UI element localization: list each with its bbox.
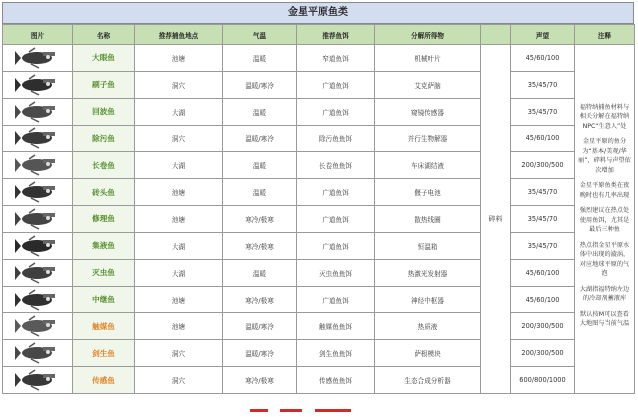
fish-place: 池塘 bbox=[135, 206, 223, 233]
footer-mark bbox=[280, 409, 302, 412]
table-row bbox=[3, 232, 635, 259]
fish-bait: 触媒鱼鱼饵 bbox=[297, 313, 375, 340]
fish-name: 灭虫鱼 bbox=[73, 259, 135, 286]
fish-icon-4 bbox=[3, 127, 72, 149]
fish-part: 偃子电池 bbox=[375, 179, 481, 206]
header-name: 名称 bbox=[73, 25, 135, 45]
note-paragraph: 金星平原鱼类在夜晚时也有几率出现 bbox=[579, 182, 630, 199]
fish-picture bbox=[3, 340, 73, 367]
fish-reputation: 200/300/500 bbox=[511, 152, 575, 179]
fish-icon-5 bbox=[3, 154, 72, 176]
note-paragraph: 热点指金星平原水体中出现的漩涡，对应地球平原的气泡 bbox=[579, 241, 630, 278]
fish-bait: 剑生鱼鱼饵 bbox=[297, 340, 375, 367]
fish-picture bbox=[3, 98, 73, 125]
fish-icon-3 bbox=[3, 101, 72, 123]
fish-picture bbox=[3, 313, 73, 340]
fish-part: 生态合成分析器 bbox=[375, 367, 481, 394]
fish-part: 热激光发射器 bbox=[375, 259, 481, 286]
table-row bbox=[3, 179, 635, 206]
fish-reputation: 600/800/1000 bbox=[511, 367, 575, 394]
fish-name: 回波鱼 bbox=[73, 98, 135, 125]
fish-picture bbox=[3, 232, 73, 259]
fish-bait: 广道鱼饵 bbox=[297, 71, 375, 98]
note-paragraph: 大湖指福特纳左边的冷却剂蓄液库 bbox=[579, 285, 630, 303]
fish-picture bbox=[3, 71, 73, 98]
fish-reputation: 45/60/100 bbox=[511, 125, 575, 152]
fish-icon-6 bbox=[3, 181, 72, 203]
fish-icon-11 bbox=[3, 315, 72, 337]
fish-temp: 温暖 bbox=[223, 179, 297, 206]
fish-name: 大眼鱼 bbox=[73, 45, 135, 72]
fish-part: 恒温箱 bbox=[375, 232, 481, 259]
fish-name: 刷子鱼 bbox=[73, 71, 135, 98]
table-row bbox=[3, 45, 635, 72]
table-row bbox=[3, 125, 635, 152]
fish-icon-13 bbox=[3, 369, 72, 391]
fish-place: 池塘 bbox=[135, 45, 223, 72]
fish-name: 中继鱼 bbox=[73, 286, 135, 313]
table-row bbox=[3, 259, 635, 286]
fish-icon-1 bbox=[3, 47, 72, 69]
note-paragraph: 强烈建议在热点处使用鱼饵，尤其是最后三种鱼 bbox=[579, 207, 630, 234]
fish-name: 长卷鱼 bbox=[73, 152, 135, 179]
fish-temp: 寒冷/极寒 bbox=[223, 286, 297, 313]
fish-part: 并行生物解器 bbox=[375, 125, 481, 152]
fish-temp: 寒冷/极寒 bbox=[223, 206, 297, 233]
fish-picture bbox=[3, 179, 73, 206]
fish-reputation: 200/300/500 bbox=[511, 340, 575, 367]
fish-reputation: 45/60/100 bbox=[511, 259, 575, 286]
note-paragraph: 金星平原的鱼分为“基本/美观/华丽”，碎料与声望依次增加 bbox=[578, 138, 631, 174]
fish-picture bbox=[3, 152, 73, 179]
fish-name: 剑生鱼 bbox=[73, 340, 135, 367]
fish-part: 艾克萨脑 bbox=[375, 71, 481, 98]
sheet-title: 金星平原鱼类 bbox=[2, 2, 634, 24]
fish-bait: 灭虫鱼鱼饵 bbox=[297, 259, 375, 286]
fish-part: 窥镜传感器 bbox=[375, 98, 481, 125]
fish-temp: 寒冷/极寒 bbox=[223, 232, 297, 259]
fish-icon-2 bbox=[3, 74, 72, 96]
fish-picture bbox=[3, 286, 73, 313]
header-picture: 图片 bbox=[3, 25, 73, 45]
fish-part: 萨根模块 bbox=[375, 340, 481, 367]
header-parts: 分解所得物 bbox=[375, 25, 481, 45]
fish-place: 大湖 bbox=[135, 232, 223, 259]
header-temp: 气温 bbox=[223, 25, 297, 45]
fish-bait: 广道鱼饵 bbox=[297, 179, 375, 206]
fish-name: 修理鱼 bbox=[73, 206, 135, 233]
fish-reputation: 45/60/100 bbox=[511, 45, 575, 72]
fish-temp: 温暖 bbox=[223, 45, 297, 72]
fish-bait: 广道鱼饵 bbox=[297, 232, 375, 259]
fish-name: 砖头鱼 bbox=[73, 179, 135, 206]
shared-loot-cell: 碎料 bbox=[481, 45, 511, 394]
fish-place: 大湖 bbox=[135, 152, 223, 179]
fish-reputation: 45/60/100 bbox=[511, 286, 575, 313]
fish-place: 洞穴 bbox=[135, 71, 223, 98]
fish-reputation: 35/45/70 bbox=[511, 179, 575, 206]
fish-name: 除污鱼 bbox=[73, 125, 135, 152]
fish-temp: 温暖 bbox=[223, 259, 297, 286]
fish-temp: 温暖/寒冷 bbox=[223, 340, 297, 367]
fish-place: 池塘 bbox=[135, 313, 223, 340]
fish-table bbox=[2, 24, 635, 394]
table-row bbox=[3, 313, 635, 340]
notes-cell bbox=[575, 45, 635, 394]
fish-icon-10 bbox=[3, 289, 72, 311]
note-paragraph: 福特纳捕鱼材料与相关分解在福特纳NPC“生意人”处 bbox=[579, 103, 630, 130]
table-row bbox=[3, 98, 635, 125]
fish-temp: 温暖 bbox=[223, 98, 297, 125]
fish-temp: 寒冷/极寒 bbox=[223, 367, 297, 394]
header-place: 推荐捕鱼地点 bbox=[135, 25, 223, 45]
fish-bait: 除污鱼鱼饵 bbox=[297, 125, 375, 152]
header-loot bbox=[481, 25, 511, 45]
fish-bait: 窄道鱼饵 bbox=[297, 45, 375, 72]
fish-part: 散热线圈 bbox=[375, 206, 481, 233]
fish-reputation: 35/45/70 bbox=[511, 206, 575, 233]
fish-place: 池塘 bbox=[135, 179, 223, 206]
fish-picture bbox=[3, 45, 73, 72]
table-row bbox=[3, 206, 635, 233]
fish-place: 大湖 bbox=[135, 259, 223, 286]
header-row bbox=[3, 25, 635, 45]
header-reputation: 声望 bbox=[511, 25, 575, 45]
fish-temp: 温暖/寒冷 bbox=[223, 71, 297, 98]
fish-bait: 传感鱼鱼饵 bbox=[297, 367, 375, 394]
fish-place: 洞穴 bbox=[135, 340, 223, 367]
fish-temp: 温暖 bbox=[223, 152, 297, 179]
fish-icon-8 bbox=[3, 235, 72, 257]
fish-bait: 广道鱼饵 bbox=[297, 286, 375, 313]
fish-place: 洞穴 bbox=[135, 125, 223, 152]
fish-reputation: 35/45/70 bbox=[511, 232, 575, 259]
table-row bbox=[3, 286, 635, 313]
fish-bait: 广道鱼饵 bbox=[297, 98, 375, 125]
table-row bbox=[3, 367, 635, 394]
fish-reputation: 35/45/70 bbox=[511, 71, 575, 98]
table-row bbox=[3, 340, 635, 367]
fish-icon-12 bbox=[3, 342, 72, 364]
fish-icon-7 bbox=[3, 208, 72, 230]
fish-temp: 温暖/寒冷 bbox=[223, 125, 297, 152]
fish-part: 机械叶片 bbox=[375, 45, 481, 72]
fish-place: 大湖 bbox=[135, 98, 223, 125]
fish-bait: 广道鱼饵 bbox=[297, 206, 375, 233]
fish-reputation: 35/45/70 bbox=[511, 98, 575, 125]
fish-name: 集液鱼 bbox=[73, 232, 135, 259]
fish-name: 触媒鱼 bbox=[73, 313, 135, 340]
fish-picture bbox=[3, 206, 73, 233]
header-bait: 推荐鱼饵 bbox=[297, 25, 375, 45]
fish-reputation: 200/300/500 bbox=[511, 313, 575, 340]
fish-temp: 温暖/寒冷 bbox=[223, 313, 297, 340]
header-notes: 注释 bbox=[575, 25, 635, 45]
fish-part: 神经中枢器 bbox=[375, 286, 481, 313]
table-row bbox=[3, 152, 635, 179]
fish-place: 池塘 bbox=[135, 286, 223, 313]
fish-part: 热质液 bbox=[375, 313, 481, 340]
fish-bait: 长卷鱼鱼饵 bbox=[297, 152, 375, 179]
fish-place: 洞穴 bbox=[135, 367, 223, 394]
fish-picture bbox=[3, 125, 73, 152]
footer-mark bbox=[250, 409, 268, 412]
fish-picture bbox=[3, 259, 73, 286]
fish-name: 传感鱼 bbox=[73, 367, 135, 394]
footer-mark bbox=[315, 409, 351, 412]
note-paragraph: 默认按M可以查看大地图与当前气温 bbox=[579, 310, 630, 328]
fish-part: 车床湖结液 bbox=[375, 152, 481, 179]
fish-icon-9 bbox=[3, 262, 72, 284]
fish-picture bbox=[3, 367, 73, 394]
table-row bbox=[3, 71, 635, 98]
